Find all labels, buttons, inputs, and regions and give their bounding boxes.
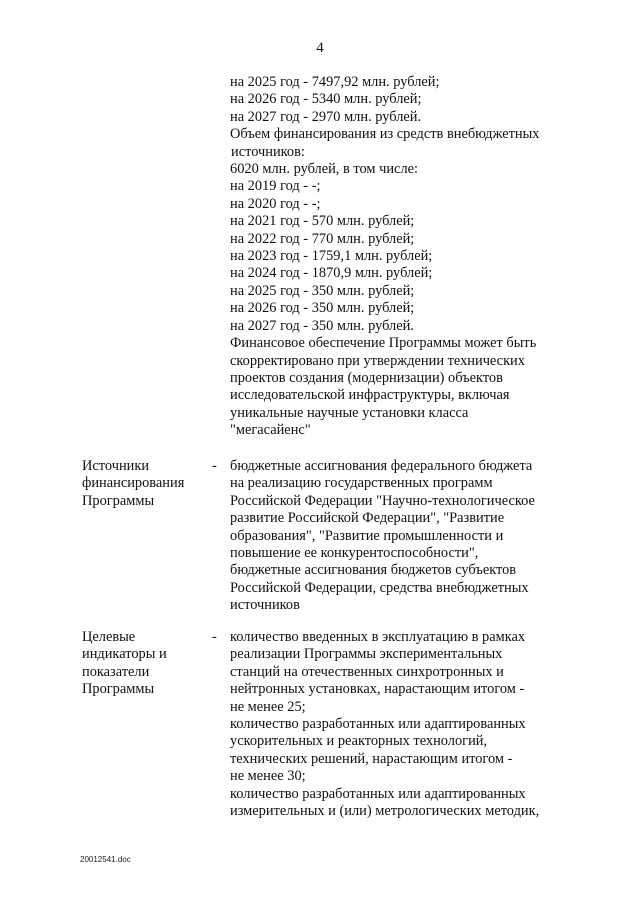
text-line: измерительных и (или) метрологических методик,: [230, 803, 540, 820]
text-line: нейтронных установках, нарастающим итогом -: [230, 681, 525, 698]
label-line: Программы: [82, 681, 155, 698]
text-line: на 2027 год - 350 млн. рублей.: [230, 317, 414, 334]
text-line: на 2020 год - -;: [230, 195, 321, 212]
section-content: [230, 629, 610, 820]
document-filename: 20012541.doc: [80, 855, 131, 864]
text-line: образования", "Развитие промышленности и: [230, 527, 504, 544]
text-line: 6020 млн. рублей, в том числе:: [230, 161, 419, 178]
text-line: уникальные научные установки класса: [230, 404, 469, 421]
label-line: финансирования: [82, 475, 185, 492]
label-line: показатели: [82, 663, 150, 680]
text-line: не менее 25;: [230, 698, 306, 715]
text-line: количество разработанных или адаптированных: [230, 785, 526, 802]
text-line: на реализацию государственных программ: [230, 475, 493, 492]
text-line: на 2021 год - 570 млн. рублей;: [230, 213, 415, 230]
section-label: [82, 629, 207, 699]
text-line: Финансовое обеспечение Программы может быть: [230, 335, 537, 352]
text-line: количество разработанных или адаптированных: [230, 716, 526, 733]
text-line: на 2027 год - 2970 млн. рублей.: [230, 108, 422, 125]
label-line: Источники: [82, 458, 150, 474]
section-dash: -: [212, 629, 217, 645]
page-number: 4: [316, 40, 324, 56]
text-line: на 2022 год - 770 млн. рублей;: [230, 230, 415, 247]
text-line: реализации Программы экспериментальных: [230, 646, 503, 663]
text-line: бюджетные ассигнования бюджетов субъектов: [230, 562, 517, 579]
label-line: Целевые: [82, 629, 136, 645]
text-line: на 2025 год - 7497,92 млн. рублей;: [230, 74, 440, 90]
text-line: на 2026 год - 350 млн. рублей;: [230, 300, 415, 317]
section-label: [82, 458, 207, 510]
text-line: на 2025 год - 350 млн. рублей;: [230, 282, 415, 299]
text-line: ускорительных и реакторных технологий,: [230, 733, 488, 750]
text-line: на 2023 год - 1759,1 млн. рублей;: [230, 248, 433, 265]
text-line: повышение ее конкурентоспособности",: [230, 545, 479, 562]
text-line: развитие Российской Федерации", "Развитие: [230, 510, 505, 527]
label-line: индикаторы и: [82, 646, 167, 663]
text-line: на 2026 год - 5340 млн. рублей;: [230, 91, 422, 108]
text-line: скорректировано при утверждении технических: [230, 352, 525, 369]
text-line: исследовательской инфраструктуры, включая: [230, 387, 510, 404]
text-line: бюджетные ассигнования федерального бюджета: [230, 458, 533, 474]
text-line: технических решений, нарастающим итогом -: [230, 750, 513, 767]
text-line: "мегасайенс": [230, 422, 311, 439]
text-line: Российской Федерации, средства внебюджетных: [230, 579, 529, 596]
text-line: на 2024 год - 1870,9 млн. рублей;: [230, 265, 433, 282]
text-line: станций на отечественных синхротронных и: [230, 663, 504, 680]
text-line: источников: [230, 597, 300, 614]
text-line: не менее 30;: [230, 768, 306, 785]
label-line: Программы: [82, 492, 155, 509]
section-dash: -: [212, 458, 217, 474]
section-content: [230, 458, 610, 615]
text-line: на 2019 год - -;: [230, 178, 321, 195]
text-line: количество введенных в эксплуатацию в рамках: [230, 629, 526, 645]
text-line: проектов создания (модернизации) объектов: [230, 369, 503, 386]
text-line: Объем финансирования из средств внебюджетных: [230, 126, 540, 143]
text-line: Российской Федерации "Научно-технологическое: [230, 492, 535, 509]
financing-continuation-block: [230, 74, 610, 440]
text-line: источников:: [231, 143, 305, 160]
